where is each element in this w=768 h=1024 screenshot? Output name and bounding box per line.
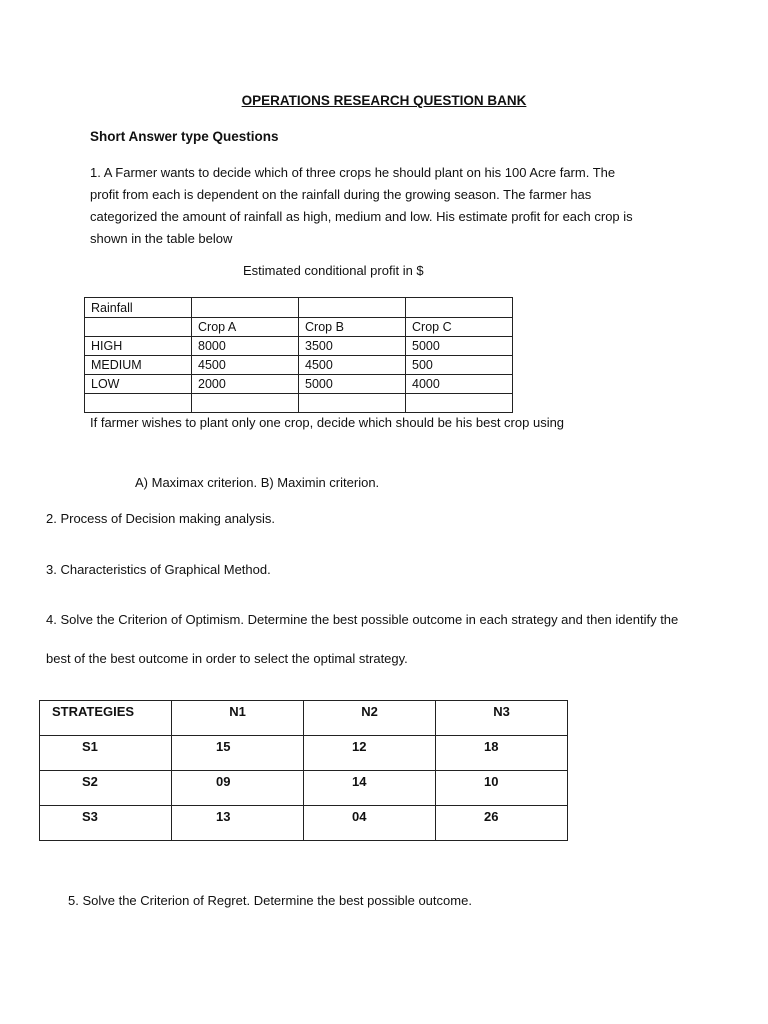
table-row (85, 318, 513, 337)
profit-table-caption: Estimated conditional profit in $ (243, 263, 424, 278)
question-1-line: shown in the table below (90, 231, 233, 246)
table-row (85, 337, 513, 356)
question-1-line: categorized the amount of rainfall as high, medium and low. His estimate profit for each crop is (90, 209, 633, 224)
question-1-line: profit from each is dependent on the rainfall during the growing season. The farmer has (90, 187, 592, 202)
table-cell (192, 394, 299, 413)
table-cell: 8000 (192, 337, 299, 356)
strategies-table (39, 700, 568, 841)
table-cell: 10 (436, 771, 568, 806)
question-4-line-2: best of the best outcome in order to select the optimal strategy. (46, 651, 408, 666)
table-row (40, 701, 568, 736)
row-label-s1: S1 (40, 736, 172, 771)
column-header-strategies: STRATEGIES (40, 701, 172, 736)
row-label-medium: MEDIUM (85, 356, 192, 375)
table-cell: 12 (304, 736, 436, 771)
row-label-s3: S3 (40, 806, 172, 841)
table-cell: 5000 (406, 337, 513, 356)
table-cell: 4500 (192, 356, 299, 375)
column-header-crop-b: Crop B (299, 318, 406, 337)
table-cell: 09 (172, 771, 304, 806)
table-cell: 4500 (299, 356, 406, 375)
profit-table (84, 297, 513, 413)
table-row (85, 375, 513, 394)
table-row (40, 736, 568, 771)
table-cell: 13 (172, 806, 304, 841)
column-header-crop-c: Crop C (406, 318, 513, 337)
table-row (85, 394, 513, 413)
table-cell: 14 (304, 771, 436, 806)
question-5-text: 5. Solve the Criterion of Regret. Determine the best possible outcome. (68, 893, 472, 908)
question-4-line-1: 4. Solve the Criterion of Optimism. Determine the best possible outcome in each strategy and then identify the (46, 612, 679, 627)
question-2-text: 2. Process of Decision making analysis. (46, 511, 276, 526)
table-cell (299, 298, 406, 318)
table-cell: 18 (436, 736, 568, 771)
table-cell: 26 (436, 806, 568, 841)
table-cell: 04 (304, 806, 436, 841)
section-heading: Short Answer type Questions (90, 129, 279, 144)
table-cell: 500 (406, 356, 513, 375)
row-label-high: HIGH (85, 337, 192, 356)
question-1-options: A) Maximax criterion. B) Maximin criterion. (135, 475, 380, 490)
table-cell: 2000 (192, 375, 299, 394)
table-cell (85, 318, 192, 337)
table-cell (406, 298, 513, 318)
question-1-line: 1. A Farmer wants to decide which of three crops he should plant on his 100 Acre farm. The (90, 165, 616, 180)
table-cell (299, 394, 406, 413)
page-title: OPERATIONS RESEARCH QUESTION BANK (241, 93, 527, 108)
row-label-low: LOW (85, 375, 192, 394)
rainfall-header-cell: Rainfall (85, 298, 192, 318)
table-row (85, 298, 513, 318)
question-1-text (90, 162, 680, 250)
column-header-n3: N3 (436, 701, 568, 736)
column-header-n2: N2 (304, 701, 436, 736)
table-cell (406, 394, 513, 413)
table-cell (192, 298, 299, 318)
table-cell: 15 (172, 736, 304, 771)
table-cell (85, 394, 192, 413)
table-row (40, 806, 568, 841)
table-cell: 4000 (406, 375, 513, 394)
question-1-note: If farmer wishes to plant only one crop, decide which should be his best crop using (90, 415, 565, 430)
column-header-crop-a: Crop A (192, 318, 299, 337)
table-cell: 5000 (299, 375, 406, 394)
column-header-n1: N1 (172, 701, 304, 736)
table-row (40, 771, 568, 806)
table-row (85, 356, 513, 375)
row-label-s2: S2 (40, 771, 172, 806)
table-cell: 3500 (299, 337, 406, 356)
question-3-text: 3. Characteristics of Graphical Method. (46, 562, 271, 577)
